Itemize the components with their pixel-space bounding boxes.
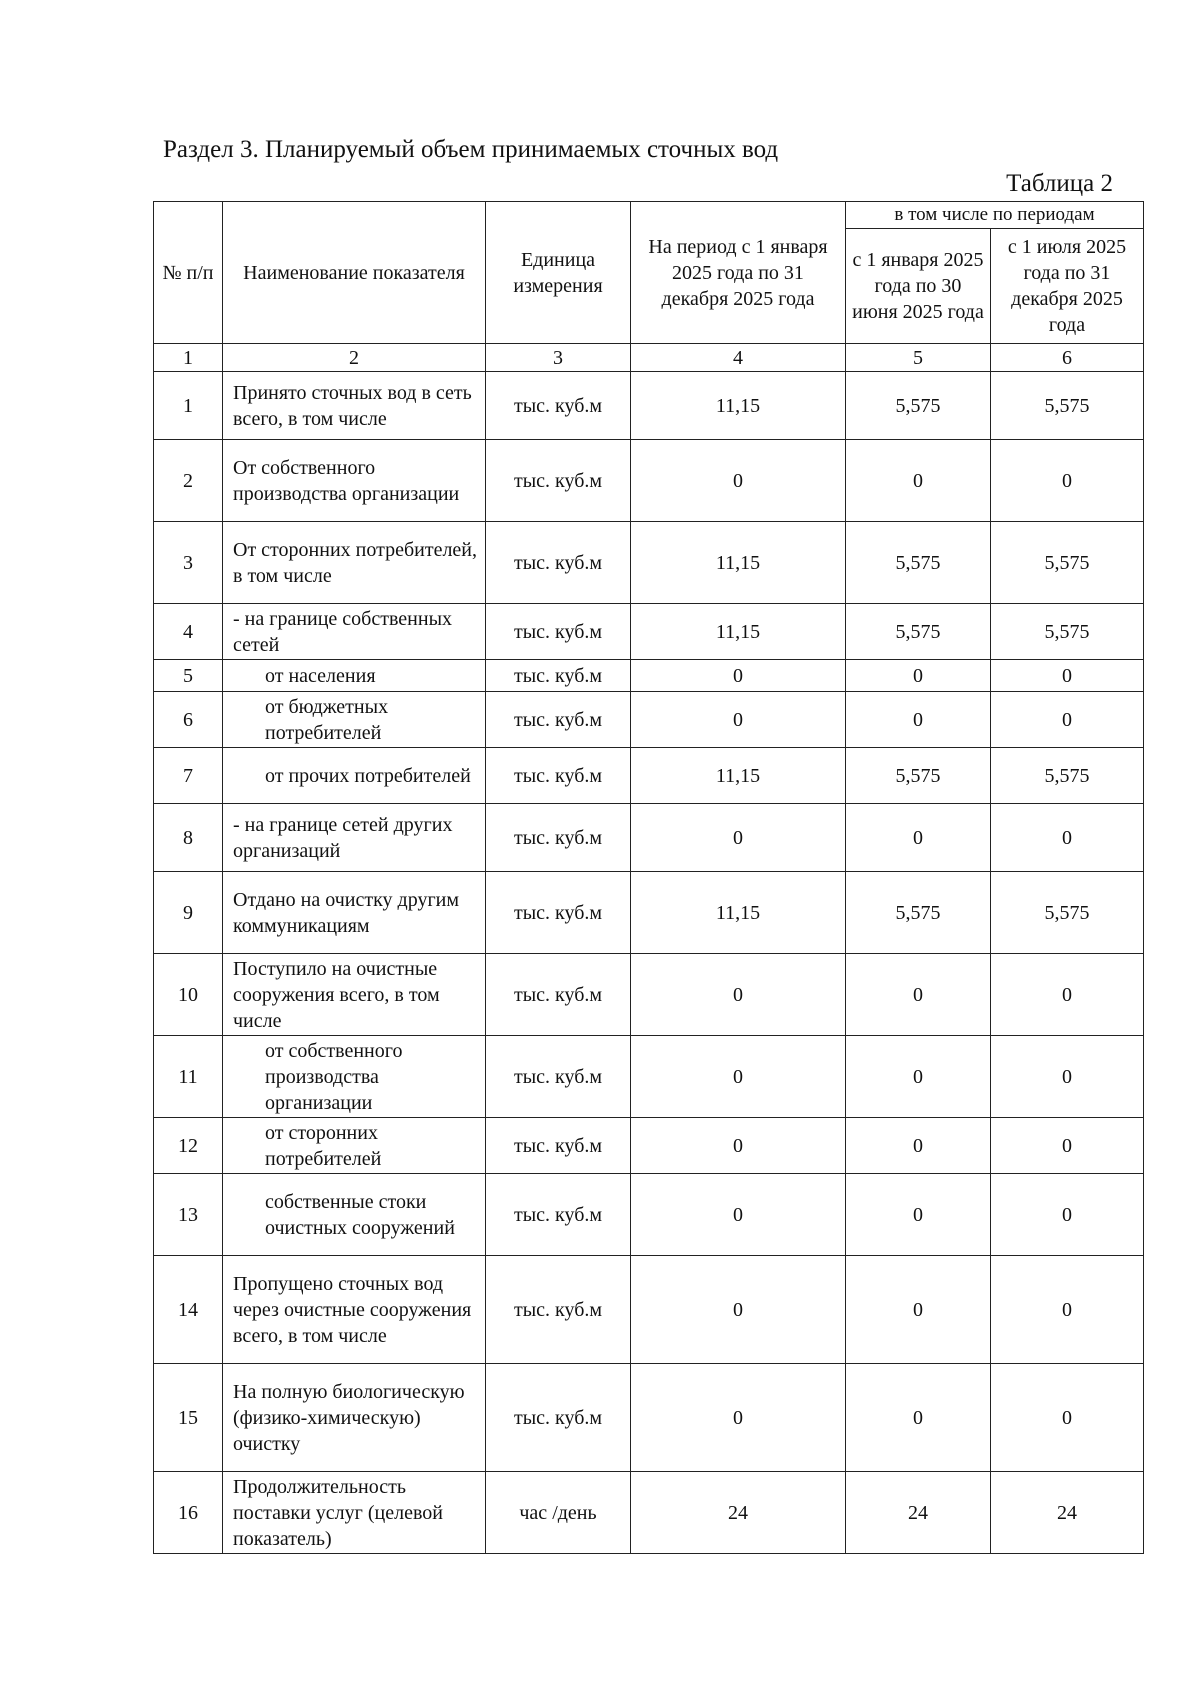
column-number: 1 — [154, 344, 223, 372]
row-second-half-cell: 0 — [991, 660, 1144, 692]
column-number: 4 — [631, 344, 846, 372]
row-second-half-cell: 5,575 — [991, 604, 1144, 660]
row-name-cell: от бюджетных потребителей — [223, 692, 486, 748]
row-unit-cell: тыс. куб.м — [486, 440, 631, 522]
row-unit-cell: тыс. куб.м — [486, 522, 631, 604]
row-total-cell: 0 — [631, 1256, 846, 1364]
row-total-cell: 0 — [631, 1174, 846, 1256]
row-total-cell: 0 — [631, 1118, 846, 1174]
row-total-cell: 0 — [631, 1036, 846, 1118]
row-name-cell: от прочих потребителей — [223, 748, 486, 804]
row-second-half-cell: 0 — [991, 1364, 1144, 1472]
row-name-cell: На полную биологическую (физико-химическую) очистку — [223, 1364, 486, 1472]
row-first-half-cell: 0 — [846, 1256, 991, 1364]
row-unit-cell: тыс. куб.м — [486, 872, 631, 954]
table-row — [154, 1364, 1144, 1472]
table-row — [154, 804, 1144, 872]
row-num-cell: 2 — [154, 440, 223, 522]
column-number: 2 — [223, 344, 486, 372]
row-num-cell: 13 — [154, 1174, 223, 1256]
row-num-cell: 10 — [154, 954, 223, 1036]
row-total-cell: 11,15 — [631, 748, 846, 804]
row-first-half-cell: 5,575 — [846, 372, 991, 440]
row-unit-cell: тыс. куб.м — [486, 1118, 631, 1174]
row-second-half-cell: 5,575 — [991, 522, 1144, 604]
wastewater-volume-table — [153, 201, 1144, 1554]
table-row — [154, 872, 1144, 954]
row-second-half-cell: 0 — [991, 692, 1144, 748]
row-first-half-cell: 5,575 — [846, 604, 991, 660]
row-unit-cell: тыс. куб.м — [486, 1364, 631, 1472]
row-second-half-cell: 0 — [991, 954, 1144, 1036]
section-title: Раздел 3. Планируемый объем принимаемых сточных вод — [163, 136, 779, 163]
row-name-cell: Принято сточных вод в сеть всего, в том числе — [223, 372, 486, 440]
row-num-cell: 16 — [154, 1472, 223, 1554]
table-row — [154, 440, 1144, 522]
table-row — [154, 604, 1144, 660]
row-unit-cell: тыс. куб.м — [486, 748, 631, 804]
row-num-cell: 1 — [154, 372, 223, 440]
header-num: № п/п — [154, 202, 223, 344]
row-total-cell: 11,15 — [631, 372, 846, 440]
row-num-cell: 6 — [154, 692, 223, 748]
row-total-cell: 11,15 — [631, 522, 846, 604]
row-second-half-cell: 0 — [991, 1174, 1144, 1256]
row-unit-cell: тыс. куб.м — [486, 1036, 631, 1118]
table-row — [154, 522, 1144, 604]
table-row — [154, 748, 1144, 804]
table-row — [154, 1118, 1144, 1174]
header-second-half: с 1 июля 2025 года по 31 декабря 2025 года — [991, 229, 1144, 344]
row-unit-cell: час /день — [486, 1472, 631, 1554]
row-total-cell: 11,15 — [631, 604, 846, 660]
row-unit-cell: тыс. куб.м — [486, 372, 631, 440]
row-first-half-cell: 0 — [846, 1036, 991, 1118]
row-name-cell: от собственного производства организации — [223, 1036, 486, 1118]
row-num-cell: 4 — [154, 604, 223, 660]
header-periods-group: в том числе по периодам — [846, 202, 1144, 229]
row-unit-cell: тыс. куб.м — [486, 692, 631, 748]
row-unit-cell: тыс. куб.м — [486, 604, 631, 660]
row-second-half-cell: 0 — [991, 1256, 1144, 1364]
row-total-cell: 0 — [631, 954, 846, 1036]
row-second-half-cell: 0 — [991, 440, 1144, 522]
row-num-cell: 5 — [154, 660, 223, 692]
row-first-half-cell: 0 — [846, 1118, 991, 1174]
row-name-cell: от сторонних потребителей — [223, 1118, 486, 1174]
header-period-total: На период с 1 января 2025 года по 31 декабря 2025 года — [631, 202, 846, 344]
row-unit-cell: тыс. куб.м — [486, 660, 631, 692]
row-total-cell: 0 — [631, 660, 846, 692]
row-first-half-cell: 5,575 — [846, 748, 991, 804]
table-row — [154, 1036, 1144, 1118]
row-total-cell: 24 — [631, 1472, 846, 1554]
row-first-half-cell: 0 — [846, 954, 991, 1036]
row-total-cell: 0 — [631, 1364, 846, 1472]
row-name-cell: - на границе собственных сетей — [223, 604, 486, 660]
header-name: Наименование показателя — [223, 202, 486, 344]
row-first-half-cell: 24 — [846, 1472, 991, 1554]
row-name-cell: от населения — [223, 660, 486, 692]
row-total-cell: 11,15 — [631, 872, 846, 954]
row-name-cell: Пропущено сточных вод через очистные сооружения всего, в том числе — [223, 1256, 486, 1364]
row-num-cell: 11 — [154, 1036, 223, 1118]
header-first-half: с 1 января 2025 года по 30 июня 2025 года — [846, 229, 991, 344]
row-name-cell: От собственного производства организации — [223, 440, 486, 522]
row-num-cell: 9 — [154, 872, 223, 954]
row-num-cell: 3 — [154, 522, 223, 604]
row-first-half-cell: 0 — [846, 1174, 991, 1256]
table-row — [154, 1472, 1144, 1554]
row-second-half-cell: 5,575 — [991, 748, 1144, 804]
row-second-half-cell: 5,575 — [991, 372, 1144, 440]
row-num-cell: 12 — [154, 1118, 223, 1174]
row-num-cell: 15 — [154, 1364, 223, 1472]
table-row — [154, 954, 1144, 1036]
row-total-cell: 0 — [631, 440, 846, 522]
table-row — [154, 1256, 1144, 1364]
row-first-half-cell: 0 — [846, 660, 991, 692]
column-number: 3 — [486, 344, 631, 372]
header-unit: Единица измерения — [486, 202, 631, 344]
row-first-half-cell: 5,575 — [846, 872, 991, 954]
row-second-half-cell: 5,575 — [991, 872, 1144, 954]
row-name-cell: Отдано на очистку другим коммуникациям — [223, 872, 486, 954]
row-name-cell: Продолжительность поставки услуг (целевой показатель) — [223, 1472, 486, 1554]
row-unit-cell: тыс. куб.м — [486, 954, 631, 1036]
row-second-half-cell: 0 — [991, 1118, 1144, 1174]
row-second-half-cell: 0 — [991, 1036, 1144, 1118]
row-first-half-cell: 0 — [846, 692, 991, 748]
row-name-cell: От сторонних потребителей, в том числе — [223, 522, 486, 604]
row-first-half-cell: 0 — [846, 1364, 991, 1472]
row-second-half-cell: 0 — [991, 804, 1144, 872]
row-total-cell: 0 — [631, 804, 846, 872]
row-first-half-cell: 5,575 — [846, 522, 991, 604]
row-unit-cell: тыс. куб.м — [486, 1174, 631, 1256]
table-row — [154, 372, 1144, 440]
row-name-cell: - на границе сетей других организаций — [223, 804, 486, 872]
table-row — [154, 660, 1144, 692]
row-unit-cell: тыс. куб.м — [486, 804, 631, 872]
column-number: 5 — [846, 344, 991, 372]
row-unit-cell: тыс. куб.м — [486, 1256, 631, 1364]
row-second-half-cell: 24 — [991, 1472, 1144, 1554]
table-row — [154, 692, 1144, 748]
row-total-cell: 0 — [631, 692, 846, 748]
table-label: Таблица 2 — [1006, 170, 1113, 197]
column-number: 6 — [991, 344, 1144, 372]
row-first-half-cell: 0 — [846, 440, 991, 522]
row-num-cell: 7 — [154, 748, 223, 804]
row-name-cell: собственные стоки очистных сооружений — [223, 1174, 486, 1256]
row-num-cell: 8 — [154, 804, 223, 872]
row-num-cell: 14 — [154, 1256, 223, 1364]
row-name-cell: Поступило на очистные сооружения всего, в том числе — [223, 954, 486, 1036]
table-row — [154, 1174, 1144, 1256]
row-first-half-cell: 0 — [846, 804, 991, 872]
